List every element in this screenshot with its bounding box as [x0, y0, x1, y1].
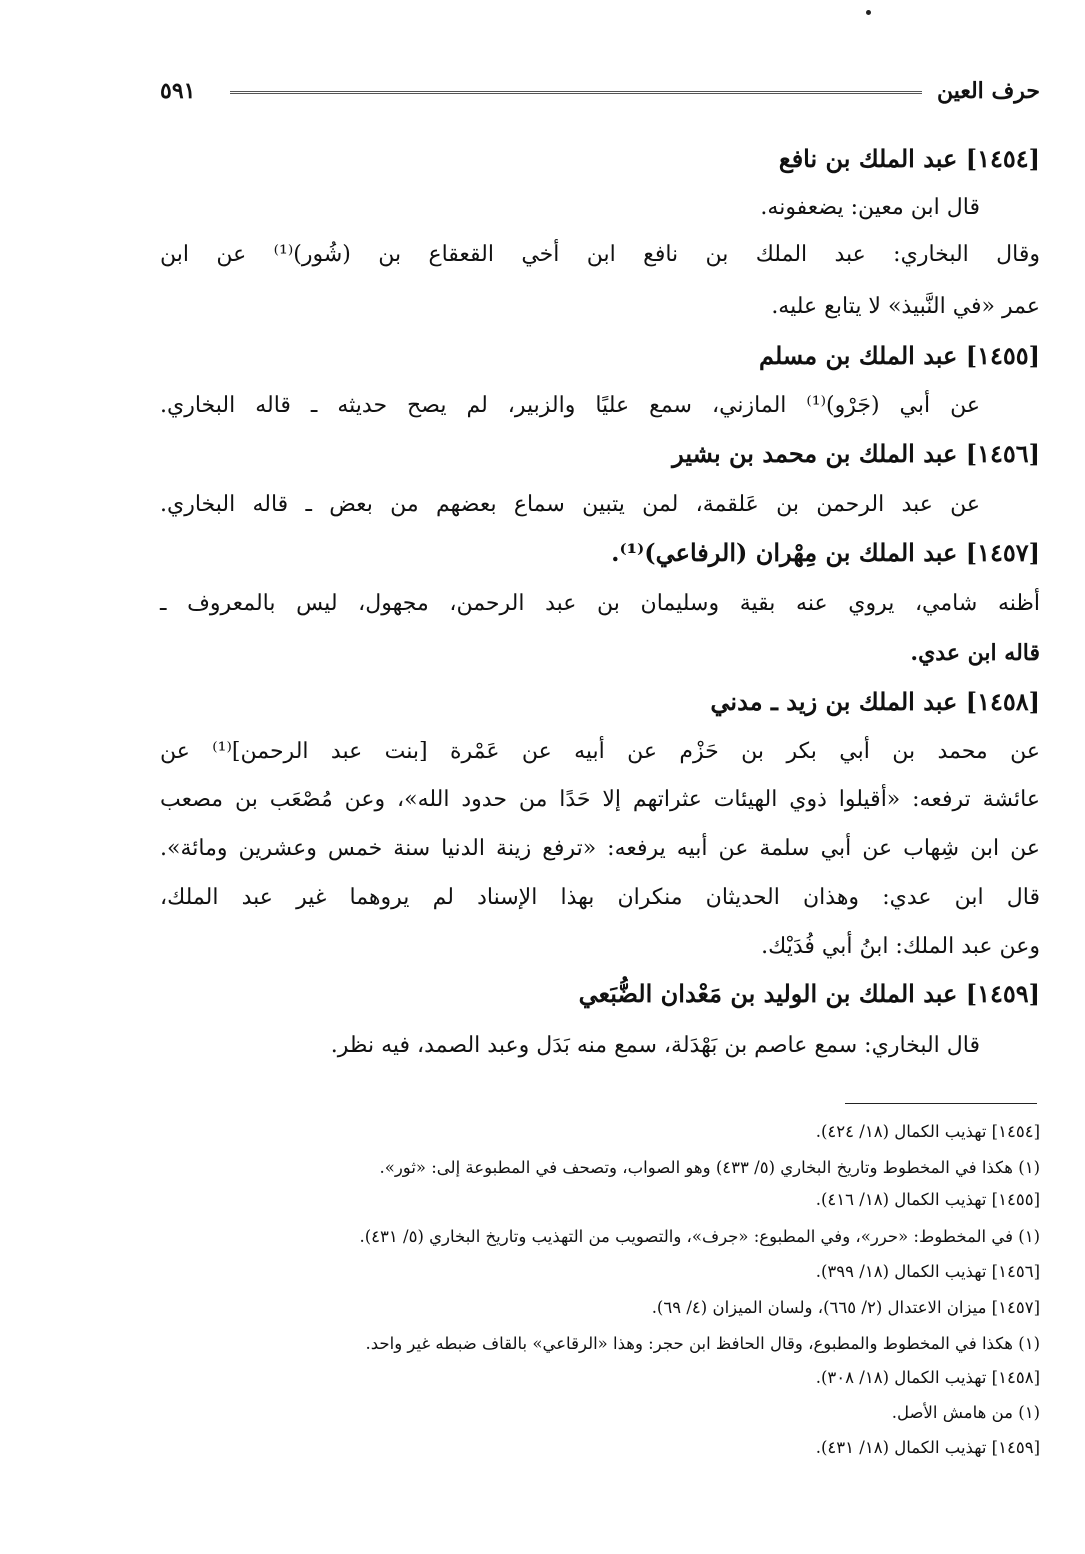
footnote: (١) في المخطوط: «حرر»، وفي المطبوع: «جرف»، والتصويب من التهذيب وتاريخ البخاري (٥/ ٤٣١). [359, 1227, 1040, 1246]
footnote: [١٤٥٥] تهذيب الكمال (١٨/ ٤١٦). [815, 1190, 1040, 1209]
body-line: وقال البخاري: عبد الملك بن نافع ابن أخي القعقاع بن (شُور)⁽¹⁾ عن ابن [160, 242, 1040, 267]
footnote: (١) هكذا في المخطوط والمطبوع، وقال الحافظ ابن حجر: وهذا «الرقاعي» بالقاف ضبطه غير واحد. [365, 1334, 1040, 1353]
body-line: قاله ابن عدي. [910, 640, 1040, 666]
entry-heading-1456: [١٤٥٦] عبد الملك بن محمد بن بشير [672, 439, 1040, 468]
running-header [160, 78, 1040, 108]
body-line: أظنه شامي، يروي عنه بقية وسليمان بن عبد الرحمن، مجهول، ليس بالمعروف ـ [160, 591, 1040, 616]
body-line: قال البخاري: سمع عاصم بن بَهْدَلة، سمع منه بَدَل وعبد الصمد، فيه نظر. [330, 1033, 980, 1058]
page-number: ٥٩١ [160, 78, 196, 104]
footnote: [١٤٥٨] تهذيب الكمال (١٨/ ٣٠٨). [815, 1368, 1040, 1387]
footnote: [١٤٥٩] تهذيب الكمال (١٨/ ٤٣١). [815, 1438, 1040, 1457]
body-line: عن ابن شِهاب عن أبي سلمة عن أبيه يرفعه: «ترفع زينة الدنيا سنة خمس وعشرين ومائة». [160, 836, 1040, 861]
body-line: عن محمد بن أبي بكر بن حَزْم عن أبيه عن عَمْرة [بنت عبد الرحمن]⁽¹⁾ عن [160, 739, 1040, 764]
chapter-title: حرف العين [936, 78, 1040, 104]
body-line: عائشة ترفعه: «أقيلوا ذوي الهيئات عثراتهم إلا حَدًا من حدود الله»، وعن مُصْعَب بن مصعب [160, 787, 1040, 812]
entry-heading-1455: [١٤٥٥] عبد الملك بن مسلم [758, 341, 1040, 370]
body-line: قال ابن عدي: وهذان الحديثان منكران بهذا الإسناد لم يروهما غير عبد الملك، [160, 885, 1040, 910]
entry-heading-1454: [١٤٥٤] عبد الملك بن نافع [778, 144, 1040, 173]
footnote-separator [845, 1103, 1037, 1104]
entry-heading-1457: [١٤٥٧] عبد الملك بن مِهْران (الرفاعي)⁽¹⁾. [611, 538, 1040, 567]
entry-heading-1459: [١٤٥٩] عبد الملك بن الوليد بن مَعْدان الضُّبَعي [578, 979, 1040, 1008]
body-line: قال ابن معين: يضعفونه. [760, 195, 980, 220]
body-line: عن أبي (جَرْو)⁽¹⁾ المازني، سمع عليًا والزبير، لم يصح حديثه ـ قاله البخاري. [160, 393, 980, 418]
entry-heading-1458: [١٤٥٨] عبد الملك بن زيد ـ مدني [710, 687, 1040, 716]
footnote: [١٤٥٤] تهذيب الكمال (١٨/ ٤٢٤). [815, 1122, 1040, 1141]
footnote: (١) من هامش الأصل. [891, 1403, 1040, 1422]
body-line: وعن عبد الملك: ابنُ أبي فُدَيْك. [761, 934, 1040, 959]
body-line: عن عبد الرحمن بن عَلقمة، لمن يتبين سماع بعضهم من بعض ـ قاله البخاري. [160, 492, 980, 517]
header-rule [230, 91, 922, 94]
body-line: عمر «في النَّبيذ» لا يتابع عليه. [771, 294, 1040, 319]
footnote: [١٤٥٦] تهذيب الكمال (١٨/ ٣٩٩). [815, 1262, 1040, 1281]
footnote: [١٤٥٧] ميزان الاعتدال (٢/ ٦٦٥)، ولسان الميزان (٤/ ٦٩). [651, 1298, 1040, 1317]
footnote: (١) هكذا في المخطوط وتاريخ البخاري (٥/ ٤٣٣) وهو الصواب، وتصحف في المطبوعة إلى: «ثور». [379, 1158, 1040, 1177]
printer-dot [866, 10, 871, 15]
